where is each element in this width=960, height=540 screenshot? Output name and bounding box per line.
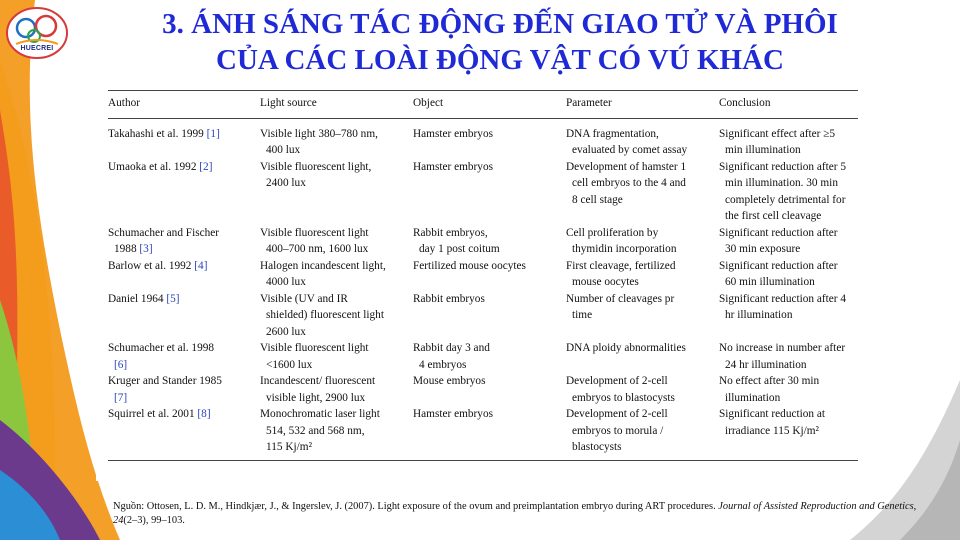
light-line: Visible fluorescent light, [260,160,372,173]
object-line: Rabbit day 3 and [413,342,490,354]
object-line: Rabbit embryos [413,292,485,305]
table-cell-author [108,118,260,159]
conclusion-line: No effect after 30 min [719,375,820,387]
table-image [96,83,874,481]
table-cell-parameter [566,225,719,258]
object-line: Fertilized mouse oocytes [413,259,526,272]
cell-text [108,126,260,143]
cell-text [260,225,413,258]
cell-text [108,406,260,423]
object-line: Hamster embryos [413,160,493,173]
parameter-line: Development of hamster 1 [566,160,687,173]
author-text: Umaoka et al. 1992 [108,160,200,173]
table-cell-conclusion [719,159,858,225]
conclusion-line: Significant reduction after [719,226,838,239]
object-line: Rabbit embryos, [413,226,488,239]
conclusion-line: min illumination. 30 min [725,177,838,189]
title-line-1: 3. ÁNH SÁNG TÁC ĐỘNG ĐẾN GIAO TỬ VÀ PHÔI [162,8,838,40]
table-cell-author [108,406,260,460]
reference-link[interactable]: [3] [139,243,153,255]
parameter-line: mouse oocytes [572,276,639,288]
conclusion-line: Significant reduction after 5 [719,160,847,173]
cell-text [566,291,719,324]
table-cell-object [413,340,566,373]
table-cell-conclusion [719,225,858,258]
table-cell-author [108,225,260,258]
header-light-source: Light source [260,91,413,119]
table-cell-parameter [566,159,719,225]
title-line-2: CỦA CÁC LOÀI ĐỘNG VẬT CÓ VÚ KHÁC [216,44,784,76]
light-line: shielded) fluorescent light [266,309,384,321]
table-row [108,406,858,460]
cell-text [566,340,719,357]
reference-link[interactable]: [8] [197,408,211,420]
citation-journal: Journal of Assisted Reproduction and Genetics [718,501,914,512]
light-line: Visible light 380–780 nm, [260,127,378,140]
conclusion-line: 30 min exposure [725,243,801,255]
cell-text [413,258,566,275]
table-cell-light [260,118,413,159]
light-line: 2600 lux [266,325,306,338]
cell-text [413,291,566,308]
cell-text [108,340,260,373]
light-line: 514, 532 and 568 nm, [266,424,365,437]
object-line: Mouse embryos [413,375,486,387]
light-line: Halogen incandescent light, [260,259,386,272]
light-line: Incandescent/ fluorescent [260,375,376,387]
cell-text [108,159,260,176]
conclusion-line: Significant effect after ≥5 [719,127,836,140]
table-cell-object [413,225,566,258]
author-text: Kruger and Stander 1985 [108,375,222,387]
table-cell-object [413,118,566,159]
reference-link[interactable]: [7] [114,391,128,404]
header-conclusion: Conclusion [719,91,858,119]
table-cell-light [260,225,413,258]
cell-text [566,373,719,406]
table-cell-parameter [566,340,719,373]
table-cell-parameter [566,373,719,406]
cell-text [108,373,260,406]
parameter-line: Number of cleavages pr [566,292,675,305]
table-cell-conclusion [719,291,858,341]
parameter-line: DNA ploidy abnormalities [566,342,686,354]
parameter-line: 8 cell stage [572,193,623,206]
author-text: Schumacher et al. 1998 [108,342,215,354]
cell-text [260,258,413,291]
conclusion-line: completely detrimental for [725,193,846,206]
reference-link[interactable]: [2] [199,160,213,173]
table-row [108,291,858,341]
object-line: Hamster embryos [413,408,493,420]
conclusion-line: Significant reduction after [719,259,838,272]
cell-text [260,406,413,456]
conclusion-line: min illumination [725,144,801,156]
citation-middle: , [913,501,917,512]
table-cell-parameter [566,291,719,341]
table-cell-conclusion [719,340,858,373]
table-cell-object [413,258,566,291]
cell-text [719,258,858,291]
parameter-line: thymidin incorporation [572,243,677,255]
author-text: Schumacher and Fischer [108,226,220,239]
light-line: 2400 lux [266,177,306,189]
reference-link[interactable]: [4] [194,259,208,272]
light-line: 400–700 nm, 1600 lux [266,243,369,255]
cell-text [413,225,566,258]
cell-text [719,225,858,258]
table-cell-object [413,159,566,225]
table-cell-light [260,258,413,291]
cell-text [108,258,260,275]
table-row [108,118,858,159]
light-effects-table [108,90,858,461]
table-cell-object [413,291,566,341]
cell-text [413,159,566,176]
table-cell-object [413,406,566,460]
table-row [108,373,858,406]
cell-text [719,291,858,324]
object-line: Hamster embryos [413,127,493,140]
cell-text [566,126,719,159]
table-cell-parameter [566,258,719,291]
cell-text [719,340,858,373]
conclusion-line: No increase in number after [719,342,846,354]
reference-link[interactable]: [6] [114,358,128,371]
conclusion-line: irradiance 115 Kj/m² [725,424,819,437]
object-line: day 1 post coitum [419,243,500,255]
parameter-line: Cell proliferation by [566,226,659,239]
author-line-2 [108,241,252,258]
cell-text [719,126,858,159]
cell-text [413,126,566,143]
citation-volume: 24 [113,515,124,526]
cell-text [566,159,719,209]
author-line-2 [108,357,252,374]
table-row [108,159,858,225]
light-line: 4000 lux [266,276,306,288]
cell-text [108,291,260,308]
table-cell-author [108,291,260,341]
table-cell-light [260,159,413,225]
table-cell-conclusion [719,406,858,460]
conclusion-line: Significant reduction at [719,408,826,420]
header-parameter: Parameter [566,91,719,119]
cell-text [413,406,566,423]
light-line: 400 lux [266,144,301,156]
author-text: 1988 [114,243,140,255]
parameter-line: blastocysts [572,441,622,453]
parameter-line: Development of 2-cell [566,408,668,420]
citation-suffix: (2–3), 99–103. [123,515,185,526]
cell-text [566,225,719,258]
cell-text [566,406,719,456]
table-cell-object [413,373,566,406]
table-header-row [108,91,858,119]
conclusion-line: 60 min illumination [725,276,815,288]
table-cell-light [260,291,413,341]
parameter-line: embryos to blastocysts [572,391,675,404]
parameter-line: cell embryos to the 4 and [572,177,686,189]
table-cell-author [108,373,260,406]
parameter-line: First cleavage, fertilized [566,259,676,272]
cell-text [260,126,413,159]
cell-text [566,258,719,291]
table-cell-light [260,340,413,373]
light-line: Monochromatic laser light [260,408,380,420]
light-line: Visible (UV and IR [260,292,348,305]
conclusion-line: the first cell cleavage [725,210,822,222]
conclusion-line: hr illumination [725,309,793,321]
table-cell-author [108,340,260,373]
cell-text [719,159,858,225]
cell-text [719,406,858,439]
parameter-line: Development of 2-cell [566,375,668,387]
cell-text [260,340,413,373]
author-text: Barlow et al. 1992 [108,259,195,272]
table-cell-conclusion [719,258,858,291]
slide-title [110,6,890,78]
table-cell-light [260,373,413,406]
header-author: Author [108,91,260,119]
cell-text [413,340,566,373]
reference-link[interactable]: [1] [206,127,220,140]
author-text: Daniel 1964 [108,292,167,305]
table-cell-parameter [566,118,719,159]
table-cell-light [260,406,413,460]
table-row [108,258,858,291]
cell-text [260,373,413,406]
table-cell-author [108,258,260,291]
table-cell-conclusion [719,118,858,159]
cell-text [108,225,260,258]
conclusion-line: Significant reduction after 4 [719,292,847,305]
table-cell-conclusion [719,373,858,406]
light-line: visible light, 2900 lux [266,391,366,404]
conclusion-line: 24 hr illumination [725,358,807,371]
cell-text [260,291,413,341]
light-line: Visible fluorescent light [260,226,369,239]
author-text: Squirrel et al. 2001 [108,408,198,420]
cell-text [413,373,566,390]
cell-text [719,373,858,406]
parameter-line: DNA fragmentation, [566,127,659,140]
parameter-line: evaluated by comet assay [572,144,688,156]
light-line: Visible fluorescent light [260,342,369,354]
author-text: Takahashi et al. 1999 [108,127,207,140]
parameter-line: time [572,309,593,321]
table-row [108,225,858,258]
cell-text [260,159,413,192]
author-line-2 [108,390,252,407]
logo-text: HUECREI [20,45,54,52]
light-line: 115 Kj/m² [266,441,312,453]
citation-prefix: Nguồn: Ottosen, L. D. M., Hindkjær, J., & Ingerslev, J. (2007). Light exposure of the ovum and preimplantation embryo during ART procedures. [113,501,719,512]
object-line: 4 embryos [419,358,467,371]
conclusion-line: illumination [725,391,781,404]
table-row [108,340,858,373]
light-line: <1600 lux [266,358,313,371]
source-citation [113,500,923,528]
table-cell-author [108,159,260,225]
parameter-line: embryos to morula / [572,424,664,437]
header-object: Object [413,91,566,119]
table-cell-parameter [566,406,719,460]
reference-link[interactable]: [5] [166,292,180,305]
